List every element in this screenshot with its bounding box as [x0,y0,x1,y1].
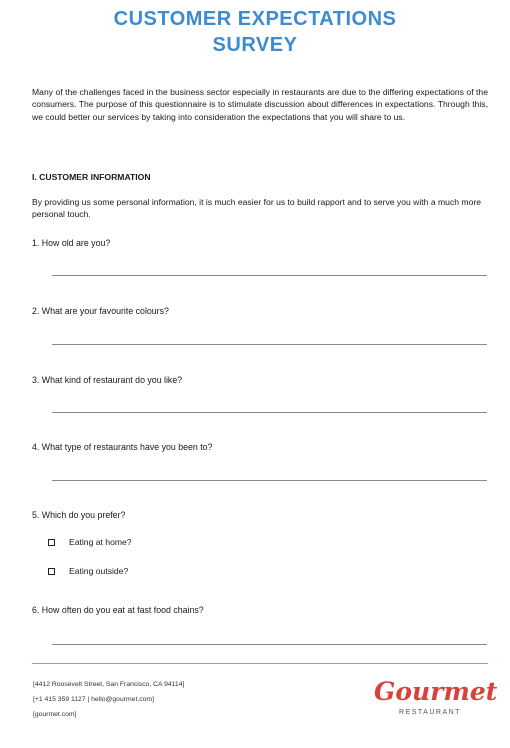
brand-logo: Gourmet [374,677,498,706]
section-heading: I. CUSTOMER INFORMATION [32,172,151,182]
option-eating-at-home[interactable] [48,536,132,548]
option-label: Eating at home? [69,537,132,547]
question-3: 3. What kind of restaurant do you like? [32,375,183,385]
option-eating-outside[interactable] [48,565,128,577]
answer-line-6[interactable] [52,644,487,645]
question-2: 2. What are your favourite colours? [32,306,169,316]
question-1: 1. How old are you? [32,238,111,248]
checkbox-icon[interactable] [48,539,55,546]
section-description: By providing us some personal information, it is much easier for us to build rapport and to serve you with a much more personal touch. [32,197,481,220]
footer-website: [gourmet.com] [33,711,77,718]
answer-line-1[interactable] [52,275,487,276]
title-line-2: SURVEY [212,34,298,56]
brand-subtitle: RESTAURANT [399,709,461,716]
option-label: Eating outside? [69,566,129,576]
footer-divider [32,663,488,664]
checkbox-icon[interactable] [48,568,55,575]
question-5: 5. Which do you prefer? [32,510,126,520]
answer-line-4[interactable] [52,480,487,481]
answer-line-3[interactable] [52,412,487,413]
question-4: 4. What type of restaurants have you been to? [32,442,213,452]
footer-address: [4412 Roosevelt Street, San Francisco, CA 94114] [33,681,185,688]
footer-contact: [+1 415 359 1127 | hello@gourmet.com] [33,696,154,703]
title-line-1: CUSTOMER EXPECTATIONS [113,8,397,30]
intro-paragraph: Many of the challenges faced in the business sector especially in restaurants are due to the differing expectations of the consumers. The purpose of this questionnaire is to stimulate discussion about differences in expectations. Through this, we could better our services by taking into consideration the expectations that you will share to us. [32,87,488,122]
question-6: 6. How often do you eat at fast food chains? [32,605,204,615]
answer-line-2[interactable] [52,344,487,345]
